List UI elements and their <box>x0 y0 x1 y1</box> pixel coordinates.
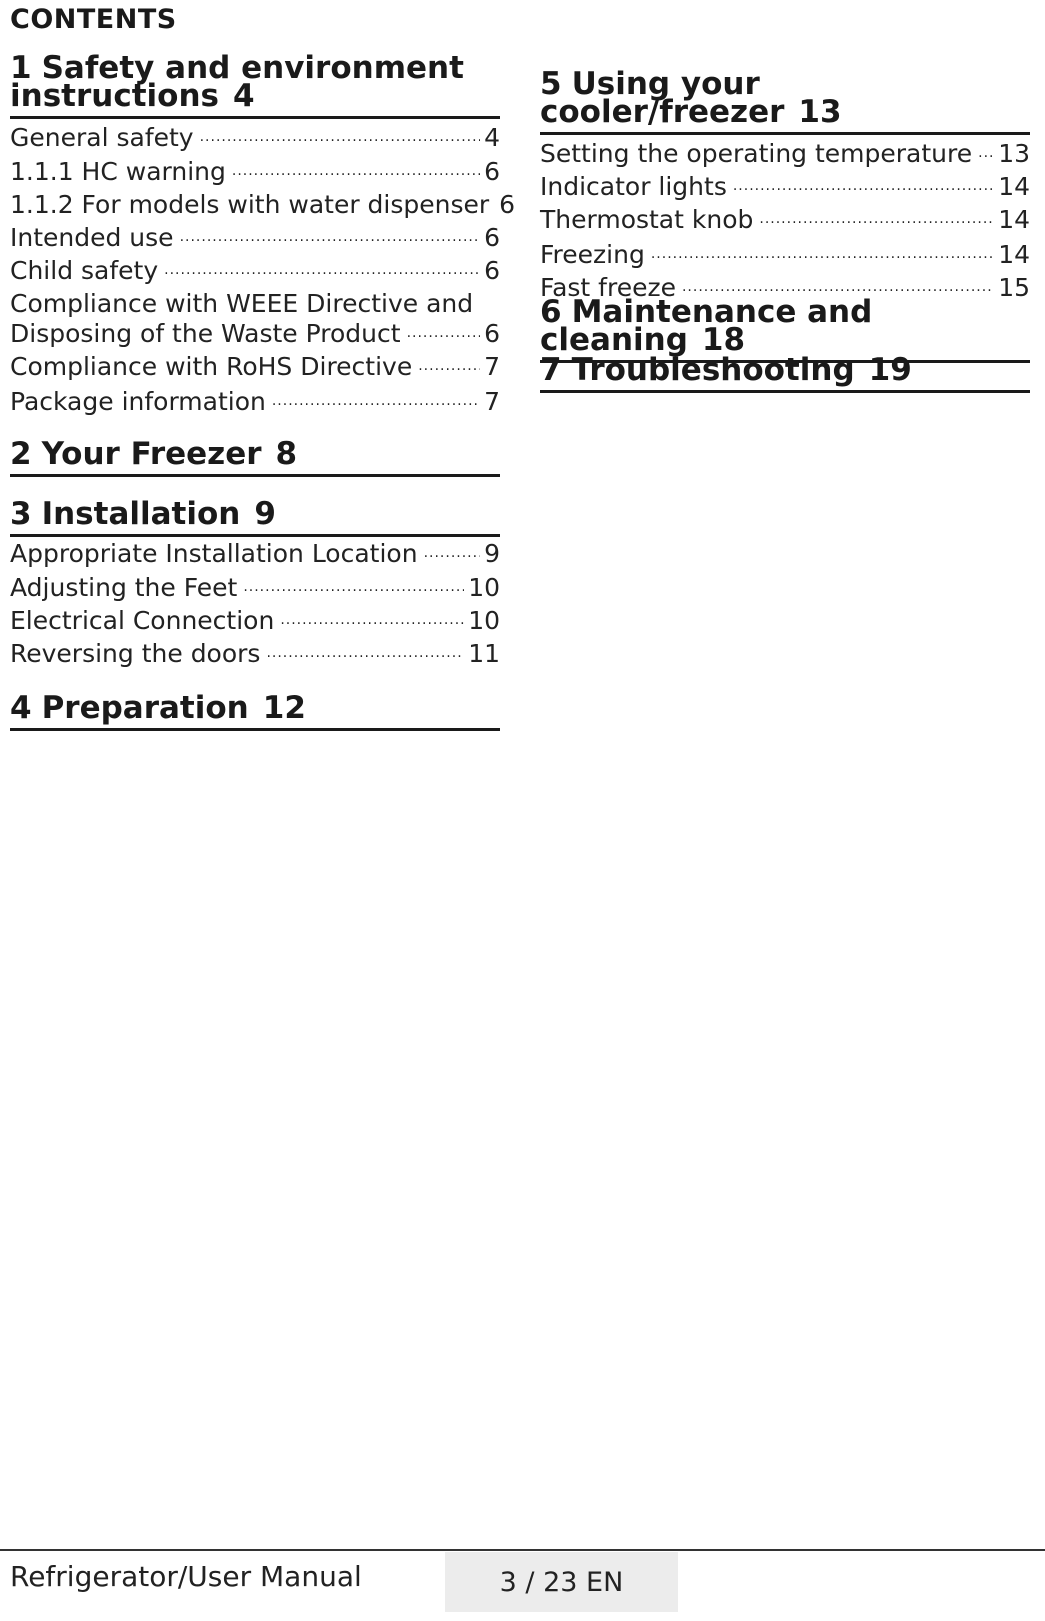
toc-entry[interactable] <box>540 139 1030 169</box>
section-title: Maintenance and cleaning <box>540 294 873 358</box>
toc-entry[interactable] <box>10 123 500 153</box>
toc-entry[interactable] <box>540 240 1030 270</box>
toc-entry[interactable] <box>10 256 500 286</box>
entry-page: 14 <box>998 172 1030 201</box>
leader-dots <box>243 577 464 597</box>
leader-dots <box>733 176 994 196</box>
leader-dots <box>200 127 481 147</box>
contents-title: CONTENTS <box>10 4 177 35</box>
entry-label: Package information <box>10 387 266 416</box>
footer-page-indicator <box>445 1552 678 1612</box>
entry-label: Freezing <box>540 240 645 269</box>
section-title: Safety and environment instructions <box>10 50 464 114</box>
section-title: Using your cooler/freezer <box>540 66 785 130</box>
section-page: 9 <box>254 496 276 532</box>
leader-dots <box>651 244 994 264</box>
entry-page: 6 <box>499 190 516 219</box>
entry-label: Intended use <box>10 223 174 252</box>
section-number: 6 <box>540 294 562 330</box>
entry-page: 10 <box>468 573 500 602</box>
toc-entry[interactable] <box>10 352 500 382</box>
section-page: 12 <box>262 690 306 726</box>
section-number: 4 <box>10 690 32 726</box>
entry-label: General safety <box>10 123 194 152</box>
section-heading[interactable] <box>540 66 1030 135</box>
entry-label: Disposing of the Waste Product <box>10 319 401 348</box>
leader-dots <box>272 391 480 411</box>
entry-label: 1.1.2 For models with water dispenser <box>10 190 490 219</box>
toc-entry[interactable] <box>10 157 500 187</box>
leader-dots <box>407 323 481 343</box>
section-page: 18 <box>701 322 746 358</box>
toc-entry[interactable] <box>10 190 516 220</box>
section-title: Troubleshooting <box>571 352 855 388</box>
entry-label: Setting the operating temperature <box>540 139 973 168</box>
section-page: 19 <box>868 352 912 388</box>
leader-dots <box>180 227 481 247</box>
entry-page: 4 <box>484 123 500 152</box>
footer-divider <box>0 1549 1045 1551</box>
page-indicator-text: 3 / 23 EN <box>499 1566 624 1598</box>
entry-label: Thermostat knob <box>540 205 754 234</box>
section-page: 4 <box>232 78 255 114</box>
section-page: 8 <box>275 436 298 472</box>
entry-page: 15 <box>998 273 1030 302</box>
toc-section-1[interactable] <box>10 50 516 417</box>
leader-dots <box>424 543 481 563</box>
entry-page: 11 <box>468 639 500 668</box>
entry-page: 6 <box>484 319 500 348</box>
section-title: Installation <box>41 496 241 532</box>
toc-section-5[interactable] <box>540 66 1030 303</box>
entry-page: 13 <box>998 139 1030 168</box>
section-title: Preparation <box>41 690 249 726</box>
toc-entry[interactable] <box>10 539 500 569</box>
entry-label: Reversing the doors <box>10 639 261 668</box>
section-number: 3 <box>10 496 32 532</box>
toc-entry-line2 <box>10 319 500 349</box>
leader-dots <box>759 209 994 229</box>
entry-label: Electrical Connection <box>10 606 275 635</box>
entry-page: 7 <box>484 387 500 416</box>
footer-manual-title: Refrigerator/User Manual <box>10 1560 362 1593</box>
leader-dots <box>280 610 464 630</box>
section-number: 7 <box>540 352 562 388</box>
toc-entry[interactable] <box>540 172 1030 202</box>
entry-page: 9 <box>484 539 500 568</box>
entry-page: 14 <box>998 205 1030 234</box>
entry-label: Indicator lights <box>540 172 727 201</box>
section-title: Your Freezer <box>41 436 262 472</box>
toc-entry[interactable] <box>10 639 500 669</box>
entry-page: 6 <box>484 223 500 252</box>
section-heading[interactable] <box>10 496 500 537</box>
entry-label: Child safety <box>10 256 159 285</box>
section-heading[interactable] <box>10 50 500 119</box>
toc-section-3[interactable] <box>10 496 500 669</box>
toc-entry[interactable] <box>10 573 500 603</box>
entry-label: 1.1.1 HC warning <box>10 157 226 186</box>
entry-label: Compliance with RoHS Directive <box>10 352 413 381</box>
section-heading[interactable] <box>10 690 500 731</box>
toc-section-4[interactable] <box>10 690 500 731</box>
leader-dots <box>418 356 480 376</box>
section-number: 2 <box>10 436 32 472</box>
entry-page: 6 <box>484 256 500 285</box>
toc-section-2[interactable] <box>10 436 500 477</box>
entry-page: 7 <box>484 352 500 381</box>
section-number: 1 <box>10 50 32 86</box>
leader-dots <box>978 143 994 163</box>
leader-dots <box>164 260 480 280</box>
toc-entry[interactable] <box>10 223 500 253</box>
leader-dots <box>266 643 464 663</box>
leader-dots <box>232 161 480 181</box>
entry-page: 6 <box>484 157 500 186</box>
entry-label-line1: Compliance with WEEE Directive and <box>10 289 474 318</box>
entry-label: Adjusting the Feet <box>10 573 238 602</box>
toc-section-7[interactable] <box>540 352 1030 393</box>
section-heading[interactable] <box>10 436 500 477</box>
entry-label: Appropriate Installation Location <box>10 539 418 568</box>
toc-entry-multiline[interactable] <box>10 289 500 349</box>
section-number: 5 <box>540 66 562 102</box>
entry-label: Fast freeze <box>540 273 676 302</box>
entry-page: 10 <box>468 606 500 635</box>
toc-entry[interactable] <box>10 387 500 417</box>
toc-entry[interactable] <box>540 205 1030 235</box>
section-heading[interactable] <box>540 352 1030 393</box>
toc-entry[interactable] <box>10 606 500 636</box>
section-page: 13 <box>798 94 842 130</box>
entry-page: 14 <box>998 240 1030 269</box>
